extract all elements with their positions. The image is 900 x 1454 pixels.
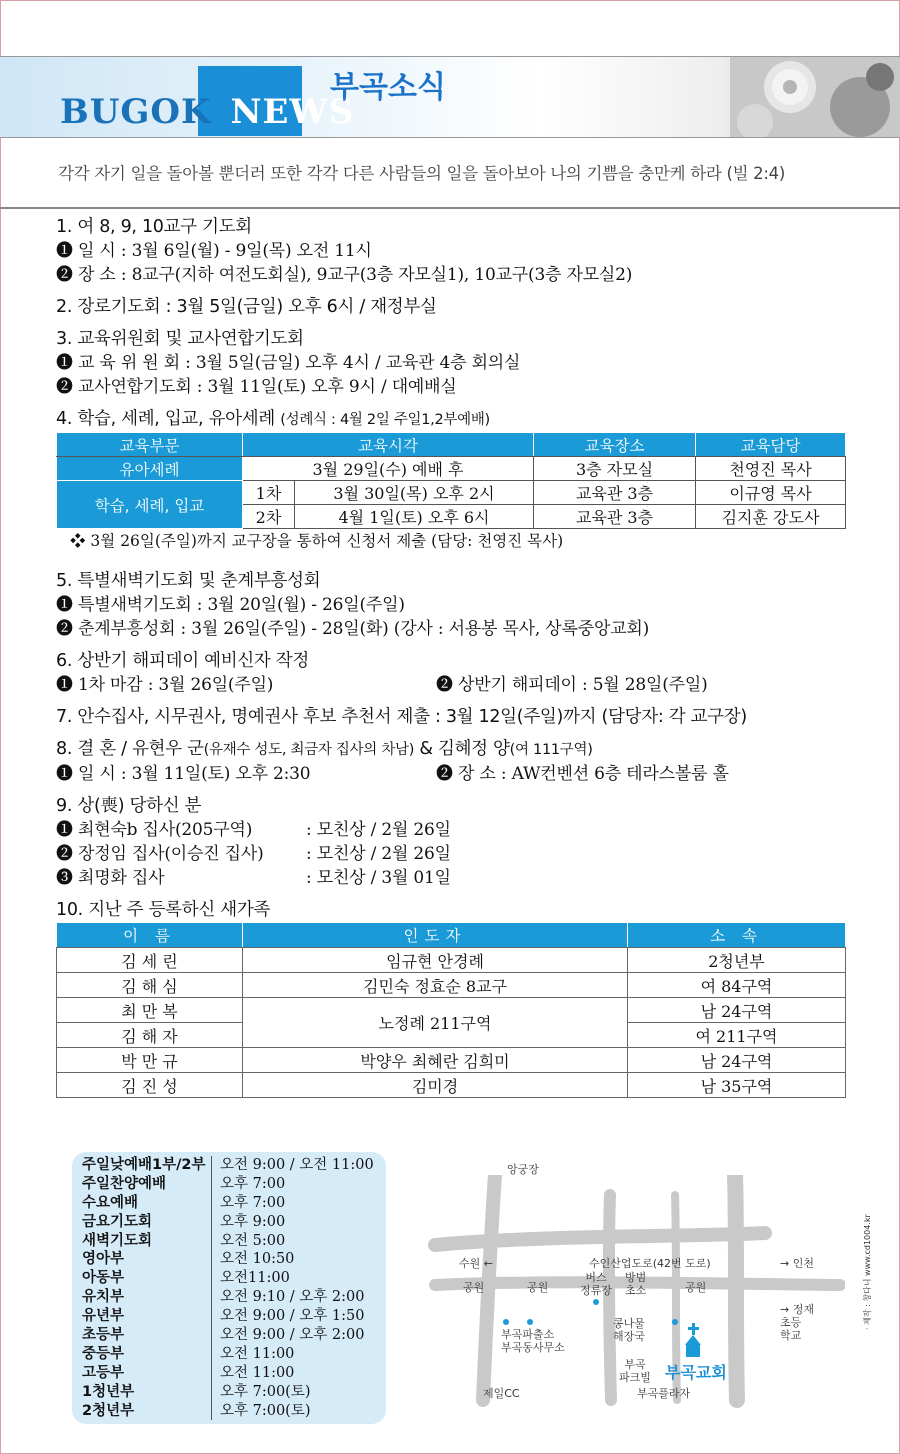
group-cell: 여 84구역 (628, 973, 846, 998)
schedule-label: 영아부 (82, 1250, 212, 1269)
schedule-time: 오후 7:00 (220, 1175, 286, 1192)
col-header: 인도자 (243, 923, 628, 948)
place-cell: 3층 자모실 (534, 457, 696, 481)
worship-schedule (72, 1152, 386, 1424)
item-8-line2: ❷ 장 소 : AW컨벤션 6층 테라스볼룸 홀 (436, 764, 729, 784)
table-row (57, 973, 846, 998)
item-8 (56, 737, 846, 786)
table-header-row (57, 433, 846, 457)
schedule-row (82, 1156, 386, 1175)
map-label-jeil-cc: 제일CC (483, 1387, 520, 1400)
map-label-park: 공원 (527, 1281, 549, 1294)
place-cell: 교육관 3층 (534, 481, 696, 505)
item-2-title: 2. 장로기도회 : 3월 5일(금일) 오후 6시 / 재정부실 (56, 297, 437, 317)
item-4-title-note: (성례식 : 4월 2일 주일1,2부예배) (280, 412, 490, 428)
item-10 (56, 898, 846, 1098)
schedule-label: 금요기도회 (82, 1213, 212, 1232)
item-3 (56, 327, 846, 399)
item-1-line1: ❶ 일 시 : 3월 6일(월) - 9일(목) 오전 11시 (56, 241, 372, 261)
round-cell: 1차 (243, 481, 295, 505)
map-label-incheon: → 인천 (780, 1257, 814, 1270)
item-4-title-main: 4. 학습, 세례, 입교, 유아세례 (56, 409, 275, 429)
item-3-line1: ❶ 교 육 위 원 회 : 3월 5일(금일) 오후 4시 / 교육관 4층 회의실 (56, 353, 521, 373)
item-8-lines (56, 762, 846, 786)
condolence-row (56, 818, 846, 842)
schedule-label: 유년부 (82, 1307, 212, 1326)
time-cell: 3월 30일(목) 오후 2시 (295, 481, 534, 505)
map-label-suwon: 수원 ← (459, 1257, 493, 1270)
col-header: 교육담당 (696, 433, 846, 457)
logo-word-bugok: BUGOK (60, 92, 212, 132)
condolence-name: ❷ 장정임 집사(이승진 집사) (56, 844, 264, 864)
schedule-time: 오전11:00 (220, 1270, 290, 1287)
condolence-info: : 모친상 / 2월 26일 (306, 844, 451, 864)
schedule-time: 오전 11:00 (220, 1345, 295, 1362)
name-cell: 최 만 복 (57, 998, 243, 1023)
item-8-line1: ❶ 일 시 : 3월 11일(토) 오후 2:30 (56, 764, 311, 784)
schedule-time: 오후 7:00(토) (220, 1383, 311, 1400)
item-9-title: 9. 상(喪) 당하신 분 (56, 796, 202, 816)
schedule-row (82, 1383, 386, 1402)
teacher-cell: 천영진 목사 (696, 457, 846, 481)
schedule-label: 1청년부 (82, 1383, 212, 1402)
schedule-label: 유치부 (82, 1288, 212, 1307)
name-cell: 김 해 자 (57, 1023, 243, 1048)
schedule-row (82, 1307, 386, 1326)
condolence-row (56, 866, 846, 890)
table-row (57, 948, 846, 973)
bible-verse: 각각 자기 일을 돌아볼 뿐더러 또한 각각 다른 사람들의 일을 돌아보아 나의 기쁨을 충만케 하라 (빌 2:4) (58, 164, 785, 183)
map-label-office: 부곡동사무소 (501, 1341, 565, 1354)
schedule-time: 오전 9:00 / 오전 11:00 (220, 1157, 374, 1173)
item-8-title (56, 737, 846, 762)
item-6 (56, 649, 846, 697)
item-5 (56, 569, 846, 641)
map-label-restaurant: 콩나물 해장국 (613, 1317, 645, 1343)
schedule-row (82, 1232, 386, 1251)
item-8-groom: 8. 결 혼 / 유현우 군 (56, 739, 204, 759)
schedule-row (82, 1402, 386, 1421)
dept-cell: 학습, 세례, 입교 (57, 481, 243, 529)
schedule-time: 오후 9:00 (220, 1213, 286, 1230)
col-header: 이 름 (57, 923, 243, 948)
teacher-cell: 김지훈 강도사 (696, 505, 846, 529)
condolence-name: ❶ 최현숙b 집사(205구역) (56, 820, 253, 840)
schedule-time: 오전 9:00 / 오후 2:00 (220, 1327, 365, 1344)
dept-cell: 유아세례 (57, 457, 243, 481)
group-cell: 남 24구역 (628, 1048, 846, 1073)
credit-text: · 제작 : 창다니 www.cd1004.kr (863, 1214, 872, 1330)
condolence-info: : 모친상 / 3월 01일 (306, 868, 451, 888)
schedule-label: 주일찬양예배 (82, 1175, 212, 1194)
news-content (56, 210, 846, 1098)
group-cell: 남 35구역 (628, 1073, 846, 1098)
item-5-line2: ❷ 춘계부흥성회 : 3월 26일(주일) - 28일(화) (강사 : 서용봉 목사, 상록중앙교회) (56, 619, 650, 639)
guide-cell: 김미경 (243, 1073, 628, 1098)
guide-cell: 김민숙 정효순 8교구 (243, 973, 628, 998)
name-cell: 김 해 심 (57, 973, 243, 998)
item-1-title: 1. 여 8, 9, 10교구 기도회 (56, 217, 252, 237)
table-header-row (57, 923, 846, 948)
item-4-title (56, 407, 846, 432)
map-label-plaza: 부곡플라자 (637, 1387, 691, 1400)
group-cell: 여 211구역 (628, 1023, 846, 1048)
item-9 (56, 794, 846, 890)
item-7-title: 7. 안수집사, 시무권사, 명예권사 후보 추천서 제출 : 3월 12일(주일)까지 (담당자: 각 교구장) (56, 707, 747, 727)
condolence-row (56, 842, 846, 866)
item-5-line1: ❶ 특별새벽기도회 : 3월 20일(월) - 26일(주일) (56, 595, 405, 615)
schedule-time: 오후 7:00 (220, 1194, 286, 1211)
schedule-time: 오전 9:10 / 오후 2:00 (220, 1289, 365, 1306)
group-cell: 남 24구역 (628, 998, 846, 1023)
item-1-line2: ❷ 장 소 : 8교구(지하 여전도회실), 9교구(3층 자모실1), 10교구(3층 자모실2) (56, 265, 633, 285)
item-6-lines (56, 673, 846, 697)
time-cell: 4월 1일(토) 오후 6시 (295, 505, 534, 529)
name-cell: 김 진 성 (57, 1073, 243, 1098)
schedule-row (82, 1250, 386, 1269)
map-label-police-station: 부곡파출소 (501, 1328, 555, 1341)
divider (0, 207, 900, 209)
item-6-line2: ❷ 상반기 해피데이 : 5월 28일(주일) (436, 675, 708, 695)
map-label-park: 공원 (685, 1281, 707, 1294)
item-8-bride: & 김혜정 양 (414, 739, 510, 759)
item-10-title: 10. 지난 주 등록하신 새가족 (56, 900, 271, 920)
item-6-line1: ❶ 1차 마감 : 3월 26일(주일) (56, 675, 274, 695)
item-3-line2: ❷ 교사연합기도회 : 3월 11일(토) 오후 9시 / 대예배실 (56, 377, 457, 397)
table-row (57, 457, 846, 481)
schedule-label: 수요예배 (82, 1194, 212, 1213)
item-1 (56, 215, 846, 287)
location-map (425, 1163, 845, 1415)
condolence-name: ❸ 최명화 집사 (56, 868, 165, 888)
teacher-cell: 이규영 목사 (696, 481, 846, 505)
header-flower-image (730, 57, 900, 137)
schedule-time: 오전 9:00 / 오후 1:50 (220, 1308, 365, 1325)
item-2 (56, 295, 846, 319)
logo (60, 92, 354, 132)
time-cell: 3월 29일(수) 예배 후 (243, 457, 534, 481)
schedule-label: 주일낮예배1부/2부 (82, 1156, 212, 1175)
schedule-label: 고등부 (82, 1364, 212, 1383)
schedule-row (82, 1175, 386, 1194)
page-title: 부곡소식 (330, 70, 446, 105)
table-row (57, 998, 846, 1023)
map-label-school: → 정재 초등 학교 (780, 1303, 814, 1342)
round-cell: 2차 (243, 505, 295, 529)
col-header: 교육장소 (534, 433, 696, 457)
item-8-groom-note: (유재수 성도, 최금자 집사의 차남) (203, 742, 415, 758)
table-row (57, 1073, 846, 1098)
schedule-label: 새벽기도회 (82, 1232, 212, 1251)
schedule-row (82, 1345, 386, 1364)
schedule-row (82, 1288, 386, 1307)
item-5-title: 5. 특별새벽기도회 및 춘계부흥성회 (56, 571, 321, 591)
schedule-label: 중등부 (82, 1345, 212, 1364)
schedule-time: 오후 7:00(토) (220, 1402, 311, 1419)
name-cell: 박 만 규 (57, 1048, 243, 1073)
item-8-bride-note: (여 111구역) (509, 742, 593, 758)
schedule-row (82, 1269, 386, 1288)
schedule-time: 오전 11:00 (220, 1364, 295, 1381)
col-header: 교육부문 (57, 433, 243, 457)
guide-cell: 노정례 211구역 (243, 998, 628, 1048)
schedule-label: 아동부 (82, 1269, 212, 1288)
table-row (57, 481, 846, 505)
schedule-time: 오전 10:50 (220, 1251, 295, 1268)
group-cell: 2청년부 (628, 948, 846, 973)
schedule-row (82, 1194, 386, 1213)
schedule-row (82, 1364, 386, 1383)
guide-cell: 박양우 최혜란 김희미 (243, 1048, 628, 1073)
map-label-bus-stop: 버스 정류장 (580, 1271, 612, 1297)
item-6-title: 6. 상반기 해피데이 예비신자 작정 (56, 651, 310, 671)
schedule-label: 2청년부 (82, 1402, 212, 1421)
map-label-road: 수인산업도로(42번 도로) (589, 1257, 711, 1270)
schedule-row (82, 1213, 386, 1232)
new-family-table (56, 922, 846, 1098)
map-label-parkville: 부곡 파크빌 (619, 1358, 651, 1384)
item-7 (56, 705, 846, 729)
table-row (57, 1048, 846, 1073)
guide-cell: 임규현 안경례 (243, 948, 628, 973)
schedule-row (82, 1326, 386, 1345)
name-cell: 김 세 린 (57, 948, 243, 973)
education-table (56, 432, 846, 529)
schedule-label: 초등부 (82, 1326, 212, 1345)
map-label-church: 부곡교회 (665, 1363, 727, 1382)
item-4-note: ❖ 3월 26일(주일)까지 교구장을 통하여 신청서 제출 (담당: 천영진 목사) (70, 532, 564, 550)
schedule-time: 오전 5:00 (220, 1232, 286, 1249)
condolence-info: : 모친상 / 2월 26일 (306, 820, 451, 840)
item-4 (56, 407, 846, 553)
col-header: 교육시각 (243, 433, 534, 457)
col-header: 소 속 (628, 923, 846, 948)
map-label-police-box: 방범 초소 (625, 1271, 647, 1297)
map-label-archery: 앙궁장 (507, 1163, 539, 1176)
map-label-park: 공원 (463, 1281, 485, 1294)
item-3-title: 3. 교육위원회 및 교사연합기도회 (56, 329, 304, 349)
logo-word-news: NEWS (230, 92, 355, 132)
place-cell: 교육관 3층 (534, 505, 696, 529)
